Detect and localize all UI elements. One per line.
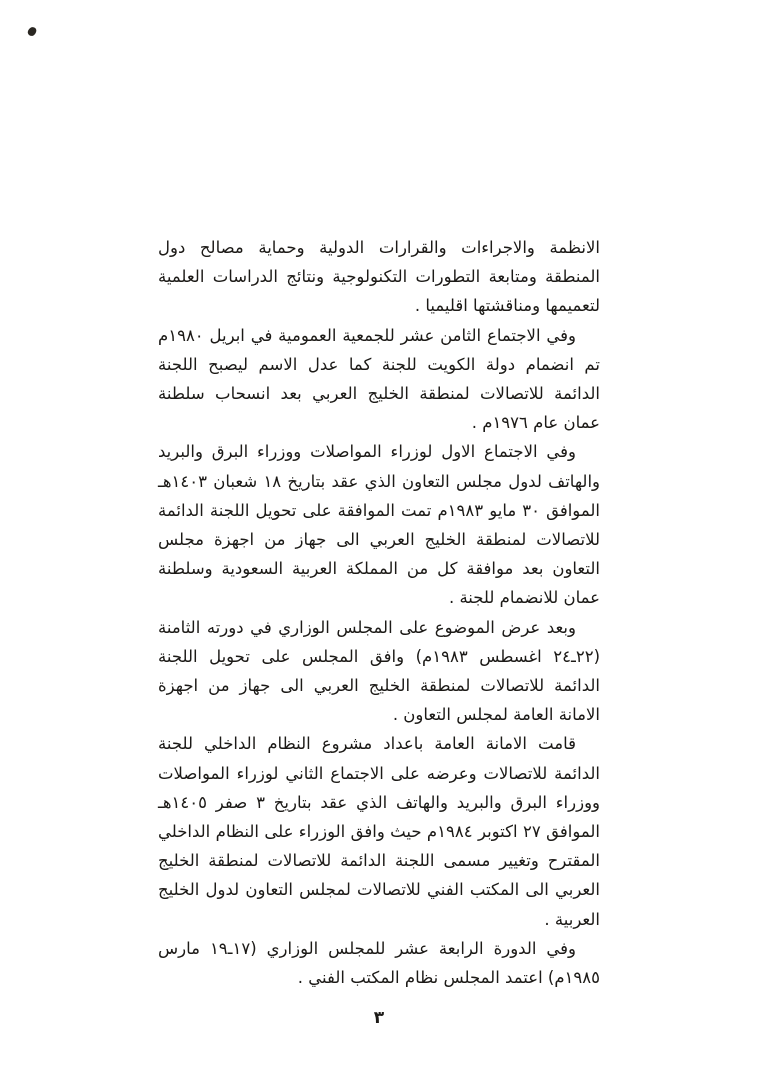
paragraph: وفي الاجتماع الاول لوزراء المواصلات ووزراء البرق والبريد والهاتف لدول مجلس التعاون الذي عقد بتاريخ ١٨ شعبان ١٤٠٣هـ الموافق ٣٠ مايو ١٩٨٣م تمت الموافقة على تحويل اللجنة الدائمة للاتصالات لمنطقة الخليج العربي الى جهاز من اجهزة مجلس التعاون بعد موافقة كل من المملكة العربية السعودية وسلطنة عمان للانضمام للجنة . bbox=[158, 442, 601, 608]
paragraph: وفي الدورة الرابعة عشر للمجلس الوزاري (١٧ـ١٩ مارس ١٩٨٥م) اعتمد المجلس نظام المكتب الفني . bbox=[158, 938, 600, 988]
page-number: ٣ bbox=[373, 1008, 385, 1028]
scan-artifact bbox=[27, 26, 37, 37]
paragraph: الانظمة والاجراءات والقرارات الدولية وحماية مصالح دول المنطقة ومتابعة التطورات التكنولوجية ونتائج الدراسات العلمية لتعميمها ومناقشتها اقليميا . bbox=[158, 238, 600, 316]
paragraph: وبعد عرض الموضوع على المجلس الوزاري في دورته الثامنة (٢٢ـ٢٤ اغسطس ١٩٨٣م) وافق المجلس على تحويل اللجنة الدائمة للاتصالات لمنطقة الخليج العربي الى جهاز من اجهزة الامانة العامة لمجلس التعاون . bbox=[158, 617, 601, 725]
paragraph: قامت الامانة العامة باعداد مشروع النظام الداخلي للجنة الدائمة للاتصالات وعرضه على الاجتماع الثاني لوزراء المواصلات ووزراء البرق والبريد والهاتف الذي عقد بتاريخ ٣ صفر ١٤٠٥هـ الموافق ٢٧ اكتوبر ١٩٨٤م حيث وافق الوزراء على النظام الداخلي المقترح وتغيير مسمى اللجنة الدائمة للاتصالات لمنطقة الخليج العربي الى المكتب الفني للاتصالات لمجلس التعاون لدول الخليج العربية . bbox=[158, 734, 601, 929]
paragraph: وفي الاجتماع الثامن عشر للجمعية العمومية في ابريل ١٩٨٠م تم انضمام دولة الكويت للجنة كما عدل الاسم ليصبح اللجنة الدائمة للاتصالات لمنطقة الخليج العربي بعد انسحاب سلطنة عمان عام ١٩٧٦م . bbox=[158, 325, 600, 433]
text-block bbox=[158, 233, 600, 992]
